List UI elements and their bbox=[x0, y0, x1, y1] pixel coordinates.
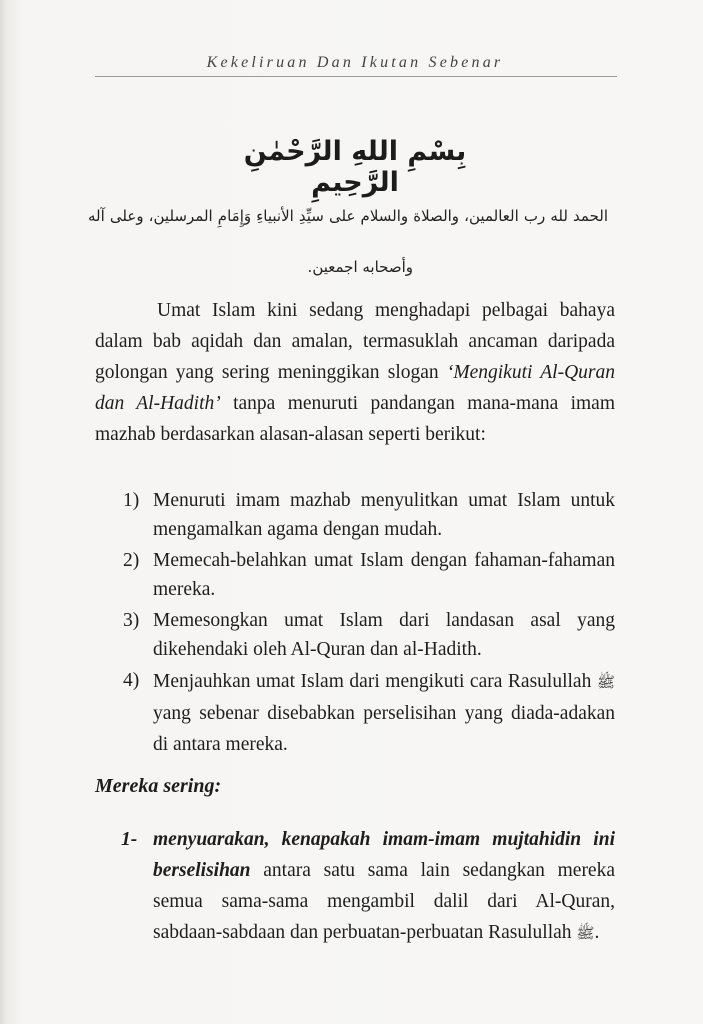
list-item-text: Menuruti imam mazhab menyulitkan umat Islam untuk mengamalkan agama dengan mudah. bbox=[153, 490, 615, 540]
list-item-number: 4) bbox=[123, 670, 140, 691]
claim-item-text bbox=[95, 824, 615, 949]
slogan-text: ‘Mengikuti Al-Quran dan Al-Hadith’ bbox=[95, 362, 615, 414]
list-item-number: 2) bbox=[123, 550, 140, 571]
claim-item-number: 1- bbox=[121, 829, 138, 850]
arabic-praise-line-2: وأصحابه اجمعين. bbox=[307, 258, 413, 276]
intro-paragraph bbox=[95, 295, 615, 450]
list-item bbox=[95, 606, 615, 664]
list-item-text: Memecah-belahkan umat Islam dengan fahaman-fahaman mereka. bbox=[153, 550, 615, 600]
claim-rest-text: antara satu sama lain sedangkan mereka semua sama-sama mengambil dalil dari Al-Quran, sabdaan-sabdaan dan perbuatan-perbuatan Rasulullah bbox=[153, 860, 615, 943]
intro-text-after: tanpa menuruti pandangan mana-mana imam mazhab berdasarkan alasan-alasan seperti berikut: bbox=[95, 393, 615, 445]
salawat-glyph: ﷺ bbox=[596, 673, 615, 691]
running-header: Kekeliruan Dan Ikutan Sebenar bbox=[206, 54, 504, 71]
claim-item bbox=[95, 824, 615, 949]
intro-text-before: Umat Islam kini sedang menghadapi pelbagai bahaya dalam bab aqidah dan amalan, termasuklah ancaman daripada golongan yang sering meninggikan slogan bbox=[95, 300, 615, 383]
list-item-number: 1) bbox=[123, 490, 140, 511]
arabic-praise-line-1: الحمد لله رب العالمين، والصلاة والسلام على سيِّدِ الأنبياءِ وَإِمَامِ المرسلين، وعلى آله bbox=[88, 207, 608, 225]
claim-bold-text: menyuarakan, kenapakah imam-imam mujtahidin ini berselisihan bbox=[153, 829, 615, 881]
list-item-text bbox=[153, 666, 615, 760]
basmala-heading: بِسْمِ اللهِ الرَّحْمٰنِ الرَّحِيمِ bbox=[243, 136, 467, 198]
salawat-glyph: ﷺ bbox=[576, 924, 595, 942]
section-subheading: Mereka sering: bbox=[95, 775, 222, 797]
claim-end-text: . bbox=[594, 922, 600, 943]
list-item-text-after: yang sebenar disebabkan perselisihan yang diada-adakan di antara mereka. bbox=[153, 703, 615, 755]
list-item bbox=[95, 486, 615, 544]
list-item-text: Memesongkan umat Islam dari landasan asal yang dikehendaki oleh Al-Quran dan al-Hadith. bbox=[153, 610, 615, 660]
list-item bbox=[95, 666, 615, 760]
reasons-list bbox=[95, 486, 615, 762]
list-item-number: 3) bbox=[123, 610, 140, 631]
list-item bbox=[95, 546, 615, 604]
list-item-text-before: Menjauhkan umat Islam dari mengikuti cara Rasulullah bbox=[153, 671, 597, 692]
header-rule bbox=[95, 76, 617, 77]
